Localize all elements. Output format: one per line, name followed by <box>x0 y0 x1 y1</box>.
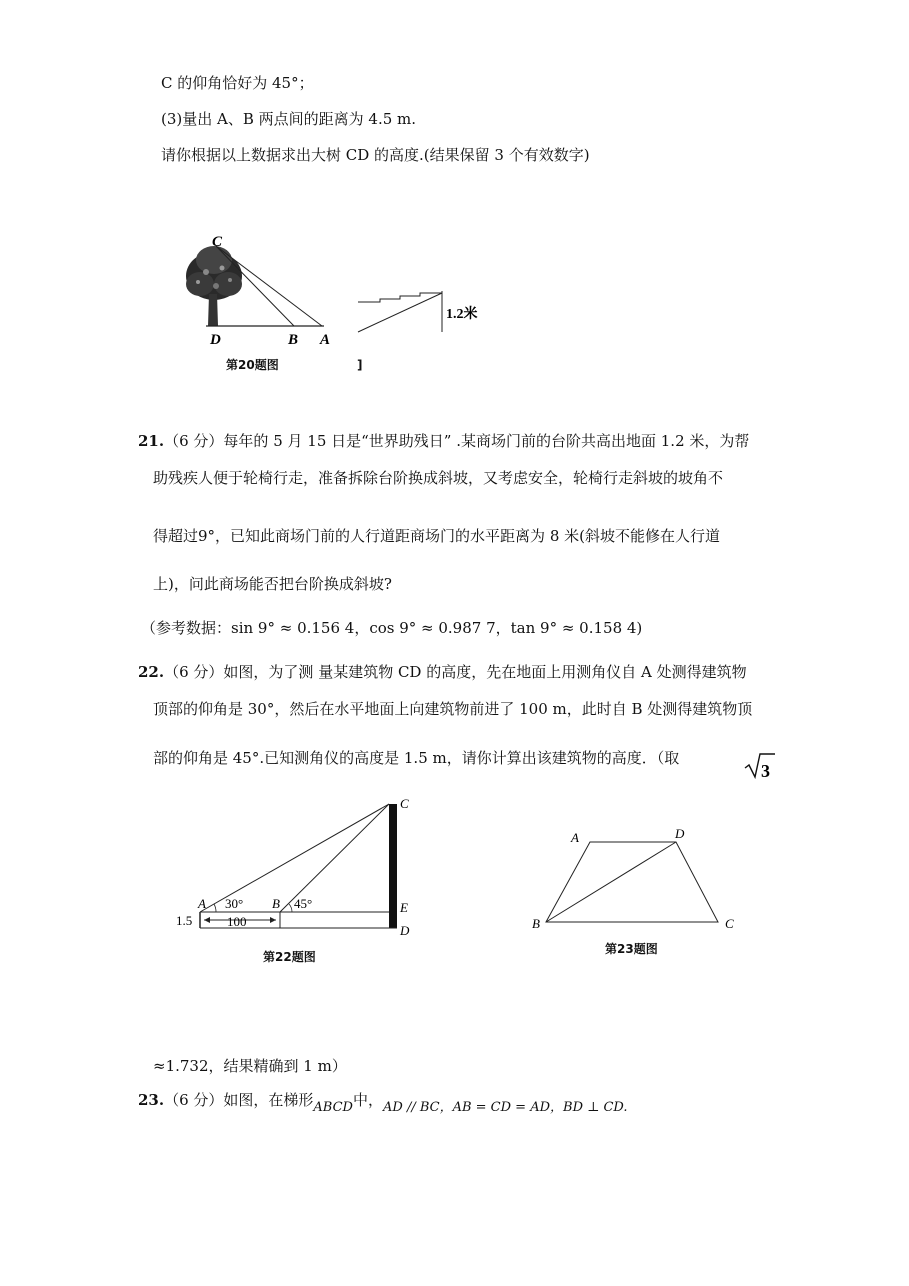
fig22-label-b: B <box>272 896 280 911</box>
figure-23-trapezoid-diagram <box>528 822 744 932</box>
fig20-caption: 第20题图 <box>226 358 279 372</box>
fig20-label-b: B <box>288 332 299 348</box>
q23-trapezoid-name: ABCD <box>313 1100 353 1115</box>
figure-20-tree-diagram <box>178 228 338 353</box>
q23-conditions: AD // BC，AB = CD = AD，BD ⊥ CD. <box>383 1100 628 1115</box>
fig21-caption-fragment: ] <box>357 358 363 372</box>
q22-line-1: 22.（6 分）如图，为了测 量某建筑物 CD 的高度，先在地面上用测角仪自 A 处测得建筑物 <box>138 663 747 681</box>
q23-number: 23. <box>138 1091 165 1109</box>
q21-reference-data: （参考数据：sin 9° ≈ 0.156 4，cos 9° ≈ 0.987 7，tan 9° ≈ 0.158 4) <box>141 619 643 637</box>
q21-line-2: 助残疾人便于轮椅行走，准备拆除台阶换成斜坡，又考虑安全，轮椅行走斜坡的坡角不 <box>153 469 724 487</box>
q23-line-1: 23.（6 分）如图，在梯形ABCD中，AD // BC，AB = CD = AD，BD ⊥ CD. <box>138 1091 628 1115</box>
fig23-label-d: D <box>675 826 685 841</box>
fig23-caption: 第23题图 <box>605 942 658 956</box>
fig23-label-b: B <box>532 916 540 931</box>
fig22-angle-a: 30° <box>225 896 244 911</box>
line-find-cd: 请你根据以上数据求出大树 CD 的高度.(结果保留 3 个有效数字) <box>161 146 590 164</box>
fig22-label-d: D <box>400 923 410 938</box>
fig22-distance: 100 <box>227 914 247 929</box>
fig22-label-c: C <box>400 796 409 811</box>
fig20-label-a: A <box>320 332 331 348</box>
q21-line-3: 得超过9°，已知此商场门前的人行道距商场门的水平距离为 8 米(斜坡不能修在人行道 <box>153 527 720 545</box>
fig20-label-c: C <box>212 234 223 250</box>
q22-number: 22. <box>138 663 165 681</box>
fig22-label-a: A <box>198 896 206 911</box>
fig23-label-a: A <box>571 830 579 845</box>
fig21-height-label: 1.2米 <box>446 307 478 322</box>
sqrt3-symbol <box>744 752 776 780</box>
q21-line-4: 上)，问此商场能否把台阶换成斜坡? <box>153 575 392 593</box>
fig20-label-d: D <box>210 332 221 348</box>
q21-number: 21. <box>138 432 165 450</box>
q22-line-3: 部的仰角是 45°.已知测角仪的高度是 1.5 m，请你计算出该建筑物的高度．（取 <box>153 749 680 767</box>
tree-icon <box>186 246 242 326</box>
line-ab-distance: (3)量出 A、B 两点间的距离为 4.5 m. <box>161 110 417 128</box>
fig22-angle-b: 45° <box>294 896 313 911</box>
fig22-height: 1.5 <box>176 913 193 928</box>
fig22-label-e: E <box>400 900 408 915</box>
figure-21-steps-diagram <box>356 290 486 336</box>
fig22-caption: 第22题图 <box>263 950 316 964</box>
sqrt3-radicand: 3 <box>761 761 770 780</box>
q22-line-4: ≈1.732，结果精确到 1 m） <box>153 1057 347 1075</box>
line-elevation-c: C 的仰角恰好为 45°； <box>161 74 314 92</box>
q22-line-2: 顶部的仰角是 30°，然后在水平地面上向建筑物前进了 100 m，此时自 B 处测得建筑物顶 <box>153 700 753 718</box>
fig23-label-c: C <box>725 916 734 931</box>
figure-22-building-diagram <box>172 792 422 940</box>
q21-line-1: 21.（6 分）每年的 5 月 15 日是“世界助残日” .某商场门前的台阶共高出地面 1.2 米，为帮 <box>138 432 750 450</box>
